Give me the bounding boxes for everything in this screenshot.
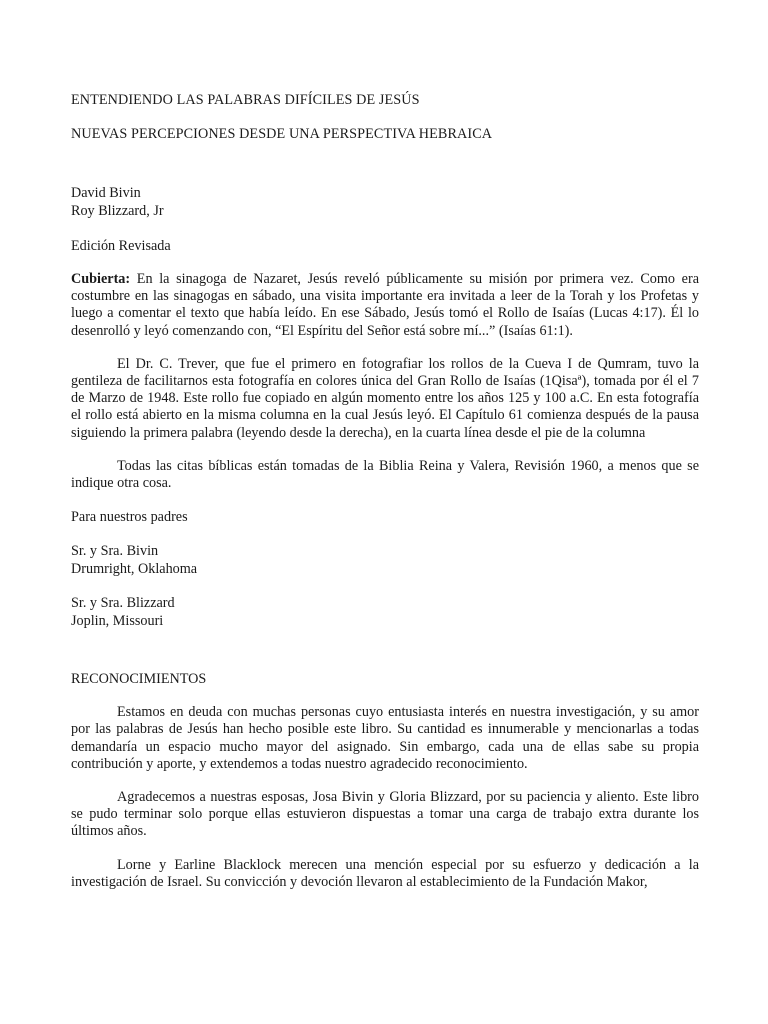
parents-location: Drumright, Oklahoma bbox=[71, 561, 198, 578]
acknowledgements-paragraph: Lorne y Earline Blacklock merecen una mención especial por su esfuerzo y dedicación a la investigación de Israel. Su convicción y devoción llevaron al establecimiento de la Fundación Makor, bbox=[71, 856, 699, 890]
trever-paragraph: El Dr. C. Trever, que fue el primero en fotografiar los rollos de la Cueva I de Qumram, tuvo la gentileza de facilitarnos esta fotografía en colores única del Gran Rollo de Isaías (1Qisaª), tomada por él el 7 de Marzo de 1948. Este rollo fue copiado en algún momento entre los años 125 y 100 a.C. En esta fotografía el rollo está abierto en la misma columna en la cual Jesús leyó. El Capítulo 61 comienza después de la pausa siguiendo la primera palabra (leyendo desde la derecha), en la cuarta línea desde el pie de la columna bbox=[71, 355, 699, 441]
cover-text: En la sinagoga de Nazaret, Jesús reveló públicamente su misión por primera vez. Como era costumbre en las sinagogas en sábado, una visita importante era invitada a leer de la Torah y los Profetas y luego a comentar el texto que había leído. En ese Sábado, Jesús tomó el Rollo de Isaías (Lucas 4:17). Él lo desenrolló y leyó comenzando con, “El Espíritu del Señor está sobre mí...” (Isaías 61:1). bbox=[71, 271, 699, 339]
acknowledgements-paragraph: Agradecemos a nuestras esposas, Josa Bivin y Gloria Blizzard, por su paciencia y aliento. Este libro se pudo terminar solo porque ellas estuvieron dispuestas a tomar una carga de trabajo extra durante los últimos años. bbox=[71, 789, 699, 840]
acknowledgements-heading: RECONOCIMIENTOS bbox=[71, 671, 207, 688]
authors-block bbox=[71, 184, 699, 220]
parents-blizzard-block bbox=[71, 594, 699, 630]
cover-paragraph bbox=[71, 271, 699, 340]
document-page bbox=[71, 91, 699, 891]
document-subtitle: NUEVAS PERCEPCIONES DESDE UNA PERSPECTIVA HEBRAICA bbox=[71, 126, 493, 142]
parents-name: Sr. y Sra. Blizzard bbox=[71, 595, 175, 612]
parents-name: Sr. y Sra. Bivin bbox=[71, 543, 159, 560]
parents-location: Joplin, Missouri bbox=[71, 613, 164, 630]
parents-bivin-block bbox=[71, 542, 699, 578]
dedication-line: Para nuestros padres bbox=[71, 509, 188, 526]
author-name: David Bivin bbox=[71, 185, 141, 201]
edition-label: Edición Revisada bbox=[71, 238, 171, 254]
acknowledgements-paragraph: Estamos en deuda con muchas personas cuyo entusiasta interés en nuestra investigación, y su amor por las palabras de Jesús han hecho posible este libro. Su cantidad es innumerable y mencionarlas a todas demandaría un espacio mucho mayor del asignado. Sin embargo, cada una de ellas sabe su propia contribución y aporte, y extendemos a todas nuestro agradecido reconocimiento. bbox=[71, 704, 699, 772]
author-name: Roy Blizzard, Jr bbox=[71, 203, 164, 219]
document-title: ENTENDIENDO LAS PALABRAS DIFÍCILES DE JESÚS bbox=[71, 92, 420, 108]
cover-label: Cubierta: bbox=[71, 271, 131, 287]
citas-paragraph: Todas las citas bíblicas están tomadas de la Biblia Reina y Valera, Revisión 1960, a menos que se indique otra cosa. bbox=[71, 457, 699, 492]
